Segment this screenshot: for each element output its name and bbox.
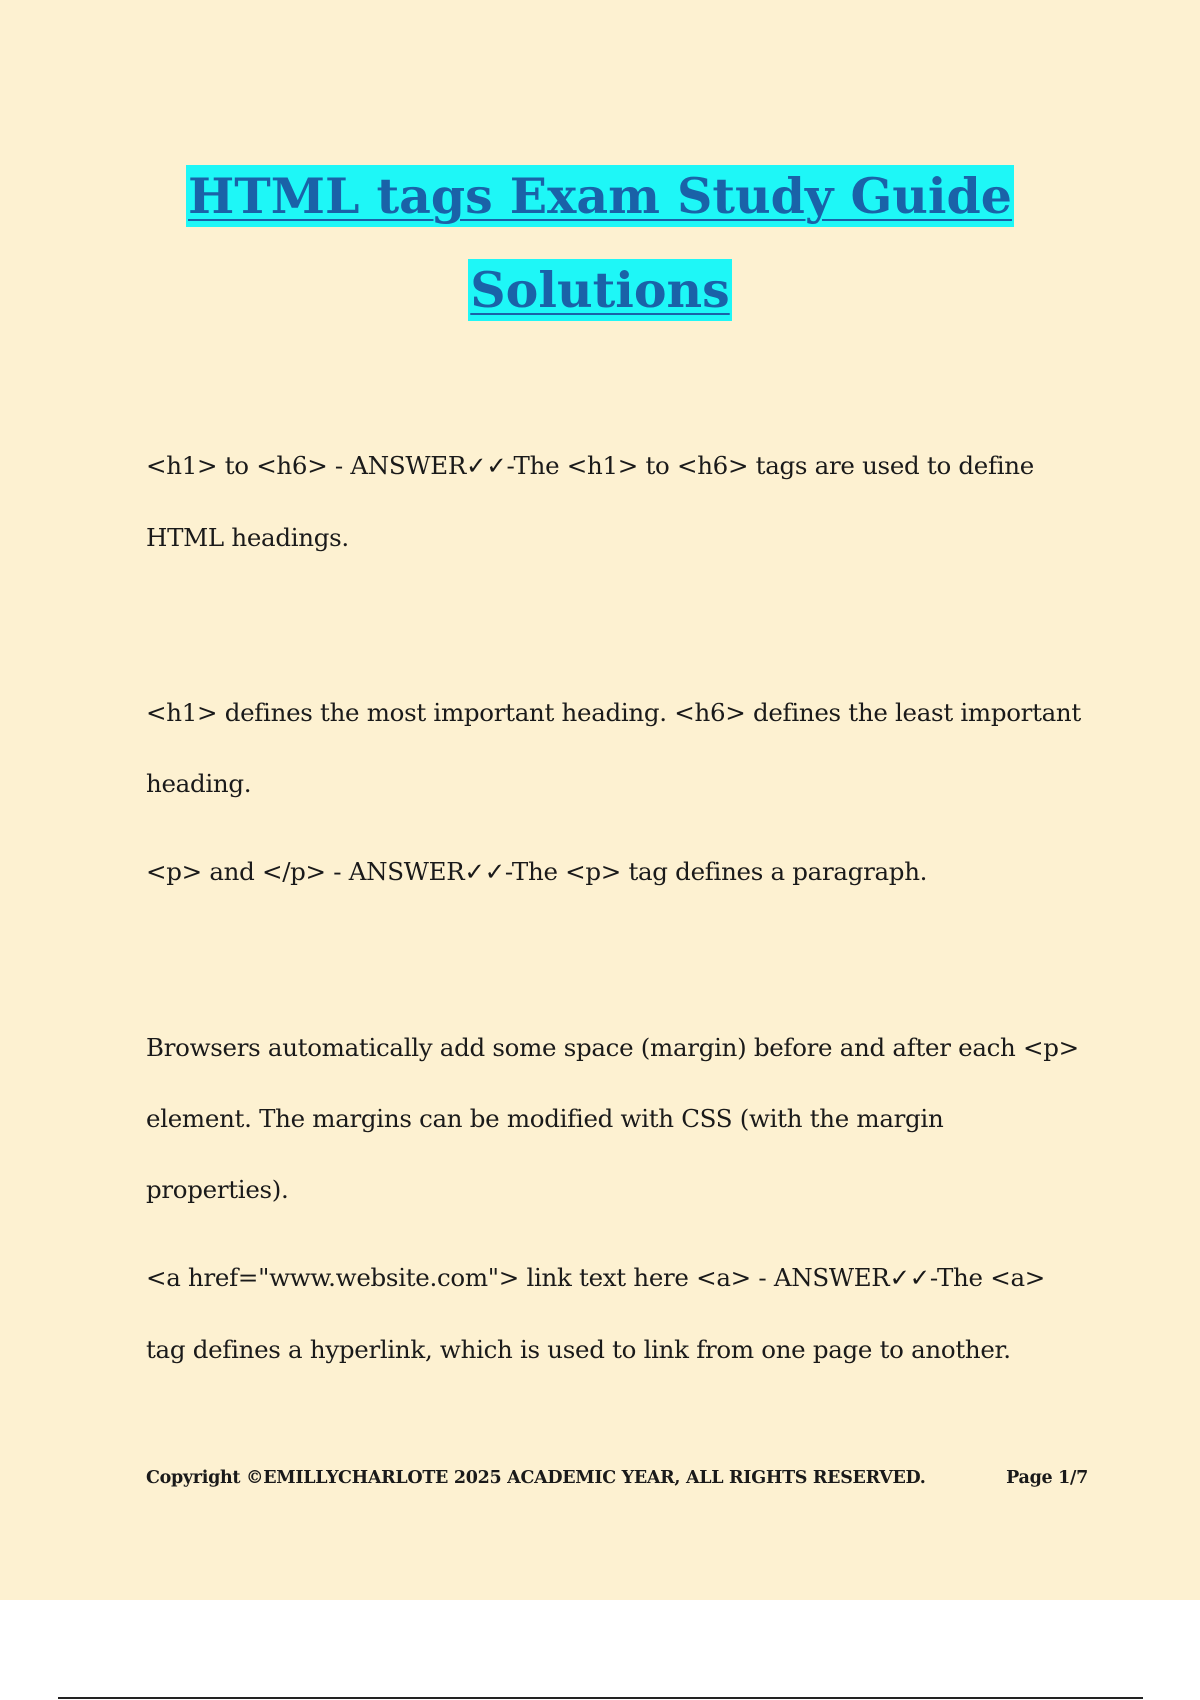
paragraph-note-line-2: element. The margins can be modified with CSS (with the margin [146,1104,944,1133]
document-title [0,165,1200,353]
paragraph-note-line-3: properties). [146,1175,289,1204]
page-separator-rule [58,1697,1143,1699]
page-number: Page 1/7 [1006,1468,1088,1488]
answer-headings-line-2: HTML headings. [146,523,349,552]
answer-anchor-line-2: tag defines a hyperlink, which is used to link from one page to another. [146,1335,1011,1364]
answer-anchor-line-1: <a href="www.website.com"> link text here <a> - ANSWER✓✓-The <a> [146,1263,1045,1292]
paragraph-note-line-1: Browsers automatically add some space (margin) before and after each <p> [146,1033,1079,1062]
headings-note-line-1: <h1> defines the most important heading. <h6> defines the least important [146,698,1081,727]
title-line-1: HTML tags Exam Study Guide [188,167,1012,225]
title-line-2: Solutions [470,261,730,319]
answer-paragraph-line: <p> and </p> - ANSWER✓✓-The <p> tag defines a paragraph. [146,857,928,886]
answer-headings-line-1: <h1> to <h6> - ANSWER✓✓-The <h1> to <h6> tags are used to define [146,451,1034,480]
footer-copyright: Copyright ©EMILLYCHARLOTE 2025 ACADEMIC YEAR, ALL RIGHTS RESERVED. [146,1468,926,1488]
headings-note-line-2: heading. [146,769,252,798]
